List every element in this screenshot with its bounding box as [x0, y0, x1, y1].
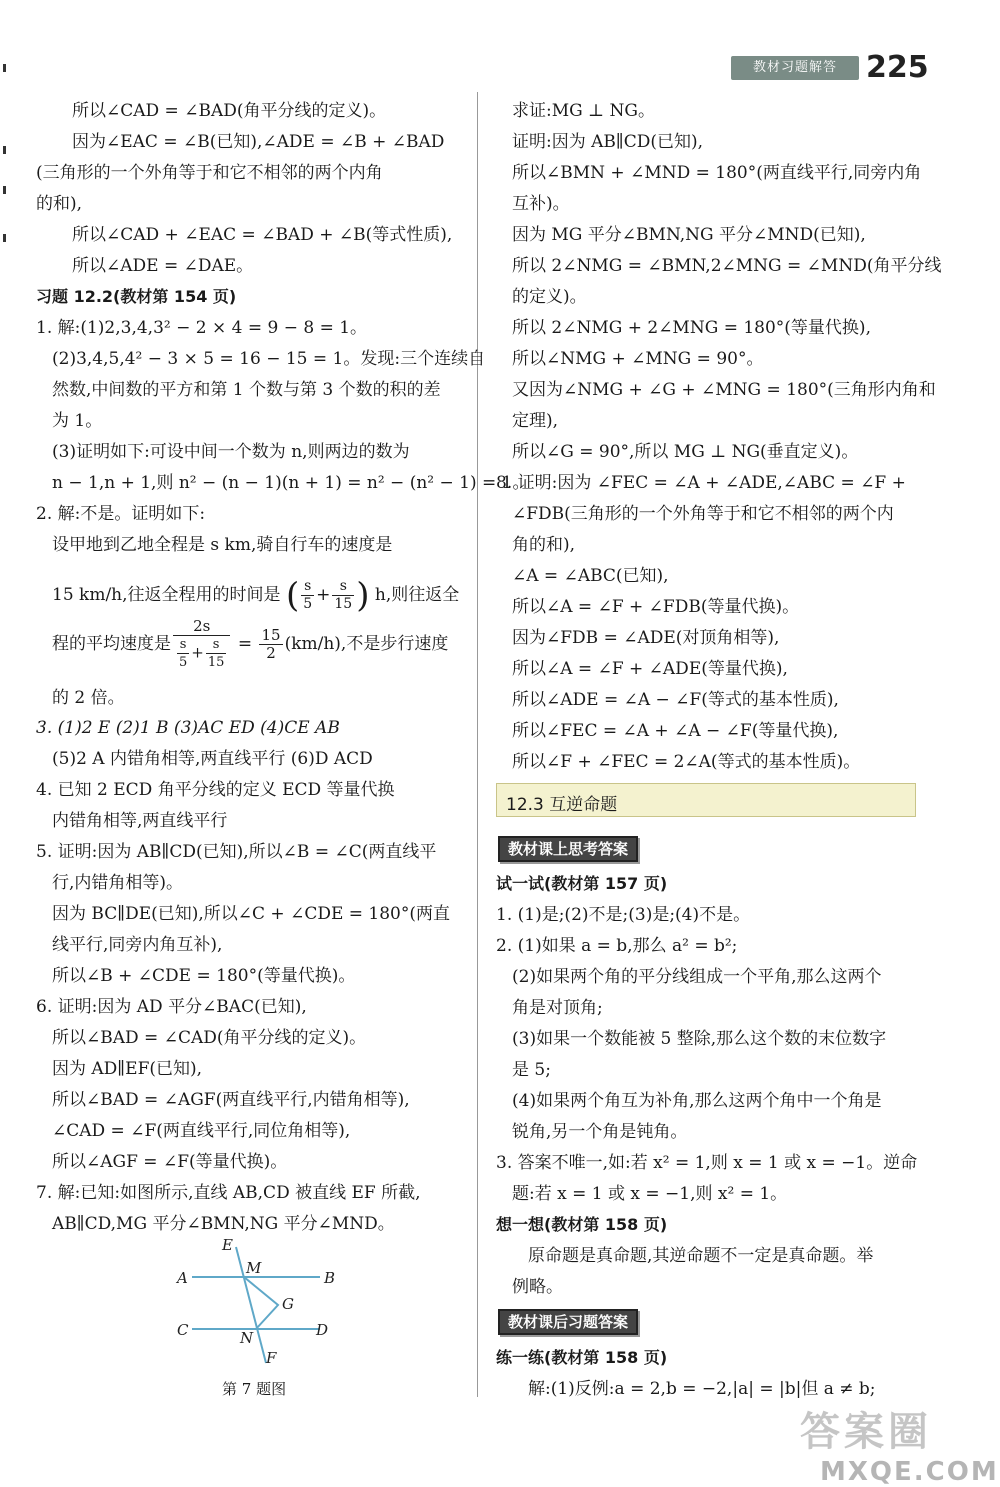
- text-fragment: 15 km/h,往返全程用的时间是: [52, 585, 281, 605]
- text-line: (5)2 A 内错角相等,两直线平行 (6)D ACD: [52, 749, 373, 769]
- text-line: 所以∠ADE = ∠A − ∠F(等式的基本性质),: [512, 690, 839, 710]
- text-line: 2. 解:不是。证明如下:: [36, 504, 206, 524]
- plus-sign: +: [316, 585, 331, 605]
- text-line: 3. 答案不唯一,如:若 x² = 1,则 x = 1 或 x = −1。逆命: [496, 1153, 918, 1173]
- text-line: ∠CAD = ∠F(两直线平行,同位角相等),: [52, 1121, 351, 1141]
- fraction: $\frac{15}{2}$: [261, 626, 281, 662]
- subheading: 试一试(教材第 157 页): [496, 874, 668, 893]
- text-line: 6. 证明:因为 AD 平分∠BAC(已知),: [36, 997, 307, 1017]
- text-line: 所以∠CAD + ∠EAC = ∠BAD + ∠B(等式性质),: [72, 225, 453, 245]
- text-line: 证明:因为 AB∥CD(已知),: [512, 132, 704, 152]
- text-line: 所以∠ADE = ∠DAE。: [72, 256, 254, 276]
- text-line: 所以∠A = ∠F + ∠FDB(等量代换)。: [512, 597, 800, 617]
- text-line: (2)如果两个角的平分线组成一个平角,那么这两个: [512, 967, 882, 987]
- paren-close: ): [356, 575, 370, 616]
- section-title: 12.3 互逆命题: [506, 795, 618, 815]
- text-line: 所以∠BAD = ∠AGF(两直线平行,内错角相等),: [52, 1090, 410, 1110]
- text-line: 因为 AD∥EF(已知),: [52, 1059, 203, 1079]
- margin-mark: [3, 186, 6, 194]
- text-line: 解:(1)反例:a = 2,b = −2,|a| = |b|但 a ≠ b;: [528, 1379, 876, 1399]
- text-line: 因为∠EAC = ∠B(已知),∠ADE = ∠B + ∠BAD: [72, 132, 445, 152]
- text-line: 设甲地到乙地全程是 s km,骑自行车的速度是: [52, 535, 393, 555]
- text-line: 所以∠F + ∠FEC = 2∠A(等式的基本性质)。: [512, 752, 861, 772]
- text-fragment: 程的平均速度是: [52, 634, 171, 654]
- text-line: 的 2 倍。: [52, 688, 125, 708]
- text-fragment: h,则往返全: [374, 585, 460, 605]
- text-line: ∠A = ∠ABC(已知),: [512, 566, 669, 586]
- text-line: 求证:MG ⊥ NG。: [512, 101, 655, 121]
- watermark-logo: 答案圈: [800, 1409, 932, 1455]
- text-line: n − 1,n + 1,则 n² − (n − 1)(n + 1) = n² − (n² − 1) = 1。: [52, 473, 530, 493]
- geometry-figure: [170, 1235, 350, 1375]
- text-line: 然数,中间数的平方和第 1 个数与第 3 个数的积的差: [52, 380, 441, 400]
- label-n: N: [240, 1329, 254, 1347]
- text-line: 7. 解:已知:如图所示,直线 AB,CD 被直线 EF 所截,: [36, 1183, 421, 1203]
- text-line: 的定义)。: [512, 287, 587, 307]
- text-line: 所以∠AGF = ∠F(等量代换)。: [52, 1152, 288, 1172]
- text-line: ∠FDB(三角形的一个外角等于和它不相邻的两个内: [512, 504, 894, 524]
- label-a: A: [177, 1269, 188, 1287]
- margin-mark: [3, 234, 6, 242]
- label-g: G: [282, 1295, 294, 1313]
- text-line: (4)如果两个角互为补角,那么这两个角中一个角是: [512, 1091, 882, 1111]
- text-line: 3. (1)2 E (2)1 B (3)AC ED (4)CE AB: [36, 718, 340, 738]
- label-f: F: [266, 1349, 277, 1367]
- text-line: 又因为∠NMG + ∠G + ∠MNG = 180°(三角形内角和: [512, 380, 936, 400]
- text-line: 所以∠CAD = ∠BAD(角平分线的定义)。: [72, 101, 387, 121]
- label-b: B: [324, 1269, 336, 1287]
- page-number: 225: [866, 50, 929, 85]
- text-line: (三角形的一个外角等于和它不相邻的两个内角: [36, 163, 383, 183]
- text-line: 1. (1)是;(2)不是;(3)是;(4)不是。: [496, 905, 751, 925]
- text-line: (2)3,4,5,4² − 3 × 5 = 16 − 15 = 1。发现:三个连续自: [52, 349, 486, 369]
- label-c: C: [177, 1321, 189, 1339]
- text-line: 所以∠G = 90°,所以 MG ⊥ NG(垂直定义)。: [512, 442, 859, 462]
- text-line: 行,内错角相等)。: [52, 873, 184, 893]
- text-line: 原命题是真命题,其逆命题不一定是真命题。举: [528, 1246, 874, 1266]
- margin-mark: [3, 64, 6, 72]
- text-line: 角的和),: [512, 535, 576, 555]
- equals-sign: =: [237, 634, 253, 654]
- margin-mark: [3, 146, 6, 154]
- text-line: 为 1。: [52, 411, 103, 431]
- text-fragment: (km/h),不是步行速度: [284, 634, 449, 654]
- text-line: 所以∠BAD = ∠CAD(角平分线的定义)。: [52, 1028, 367, 1048]
- banner-after-class: 教材课后习题答案: [498, 1309, 638, 1335]
- segments-mg-gn: [244, 1277, 278, 1329]
- text-line: 所以∠FEC = ∠A + ∠A − ∠F(等量代换),: [512, 721, 839, 741]
- watermark-url: MXQE.COM: [820, 1457, 999, 1487]
- watermark: [800, 1400, 999, 1487]
- label-d: D: [316, 1321, 329, 1339]
- text-line: 互补)。: [512, 194, 570, 214]
- text-line: (3)如果一个数能被 5 整除,那么这个数的末位数字: [512, 1029, 887, 1049]
- text-line: 的和),: [36, 194, 83, 214]
- text-line: 8. 证明:因为 ∠FEC = ∠A + ∠ADE,∠ABC = ∠F +: [496, 473, 906, 493]
- text-line: 所以∠B + ∠CDE = 180°(等量代换)。: [52, 966, 356, 986]
- compound-fraction: 2s $\frac{s}{5}$ + $\frac{s}{15}$: [173, 618, 230, 671]
- text-line: 所以 2∠NMG = ∠BMN,2∠MNG = ∠MND(角平分线: [512, 256, 942, 276]
- subheading: 想一想(教材第 158 页): [496, 1215, 668, 1234]
- text-line: 定理),: [512, 411, 559, 431]
- text-line: 内错角相等,两直线平行: [52, 811, 228, 831]
- text-line: 1. 解:(1)2,3,4,3² − 2 × 4 = 9 − 8 = 1。: [36, 318, 368, 338]
- figure-caption: 第 7 题图: [222, 1380, 287, 1398]
- text-line: (3)证明如下:可设中间一个数为 n,则两边的数为: [52, 442, 410, 462]
- label-m: M: [246, 1259, 262, 1277]
- formula-line: [52, 612, 448, 676]
- column-divider: [477, 92, 478, 1397]
- banner-in-class: 教材课上思考答案: [498, 836, 638, 862]
- subheading: 练一练(教材第 158 页): [496, 1348, 668, 1367]
- text-line: 所以 2∠NMG + 2∠MNG = 180°(等量代换),: [512, 318, 871, 338]
- text-line: 因为 BC∥DE(已知),所以∠C + ∠CDE = 180°(两直: [52, 904, 451, 924]
- text-line: 4. 已知 2 ECD 角平分线的定义 ECD 等量代换: [36, 780, 395, 800]
- text-line: 是 5;: [512, 1060, 551, 1080]
- fraction: $\frac{s}{5}$: [303, 578, 313, 612]
- text-line: 角是对顶角;: [512, 998, 603, 1018]
- text-line: 锐角,另一个角是钝角。: [512, 1122, 688, 1142]
- text-line: AB∥CD,MG 平分∠BMN,NG 平分∠MND。: [52, 1214, 395, 1234]
- text-line: 2. (1)如果 a = b,那么 a² = b²;: [496, 936, 738, 956]
- header-tab: 教材习题解答: [731, 56, 859, 80]
- text-line: 因为 MG 平分∠BMN,NG 平分∠MND(已知),: [512, 225, 866, 245]
- text-line: 5. 证明:因为 AB∥CD(已知),所以∠B = ∠C(两直线平: [36, 842, 437, 862]
- exercise-heading: 习题 12.2(教材第 154 页): [36, 287, 237, 306]
- text-line: 所以∠BMN + ∠MND = 180°(两直线平行,同旁内角: [512, 163, 922, 183]
- text-line: 题:若 x = 1 或 x = −1,则 x² = 1。: [512, 1184, 788, 1204]
- formula-line: [52, 573, 459, 617]
- label-e: E: [222, 1236, 233, 1254]
- text-line: 线平行,同旁内角互补),: [52, 935, 223, 955]
- text-line: 所以∠A = ∠F + ∠ADE(等量代换),: [512, 659, 788, 679]
- paren-open: (: [285, 575, 300, 616]
- fraction: $\frac{s}{15}$: [334, 578, 353, 612]
- text-line: 因为∠FDB = ∠ADE(对顶角相等),: [512, 628, 780, 648]
- text-line: 所以∠NMG + ∠MNG = 90°。: [512, 349, 764, 369]
- text-line: 例略。: [512, 1277, 563, 1297]
